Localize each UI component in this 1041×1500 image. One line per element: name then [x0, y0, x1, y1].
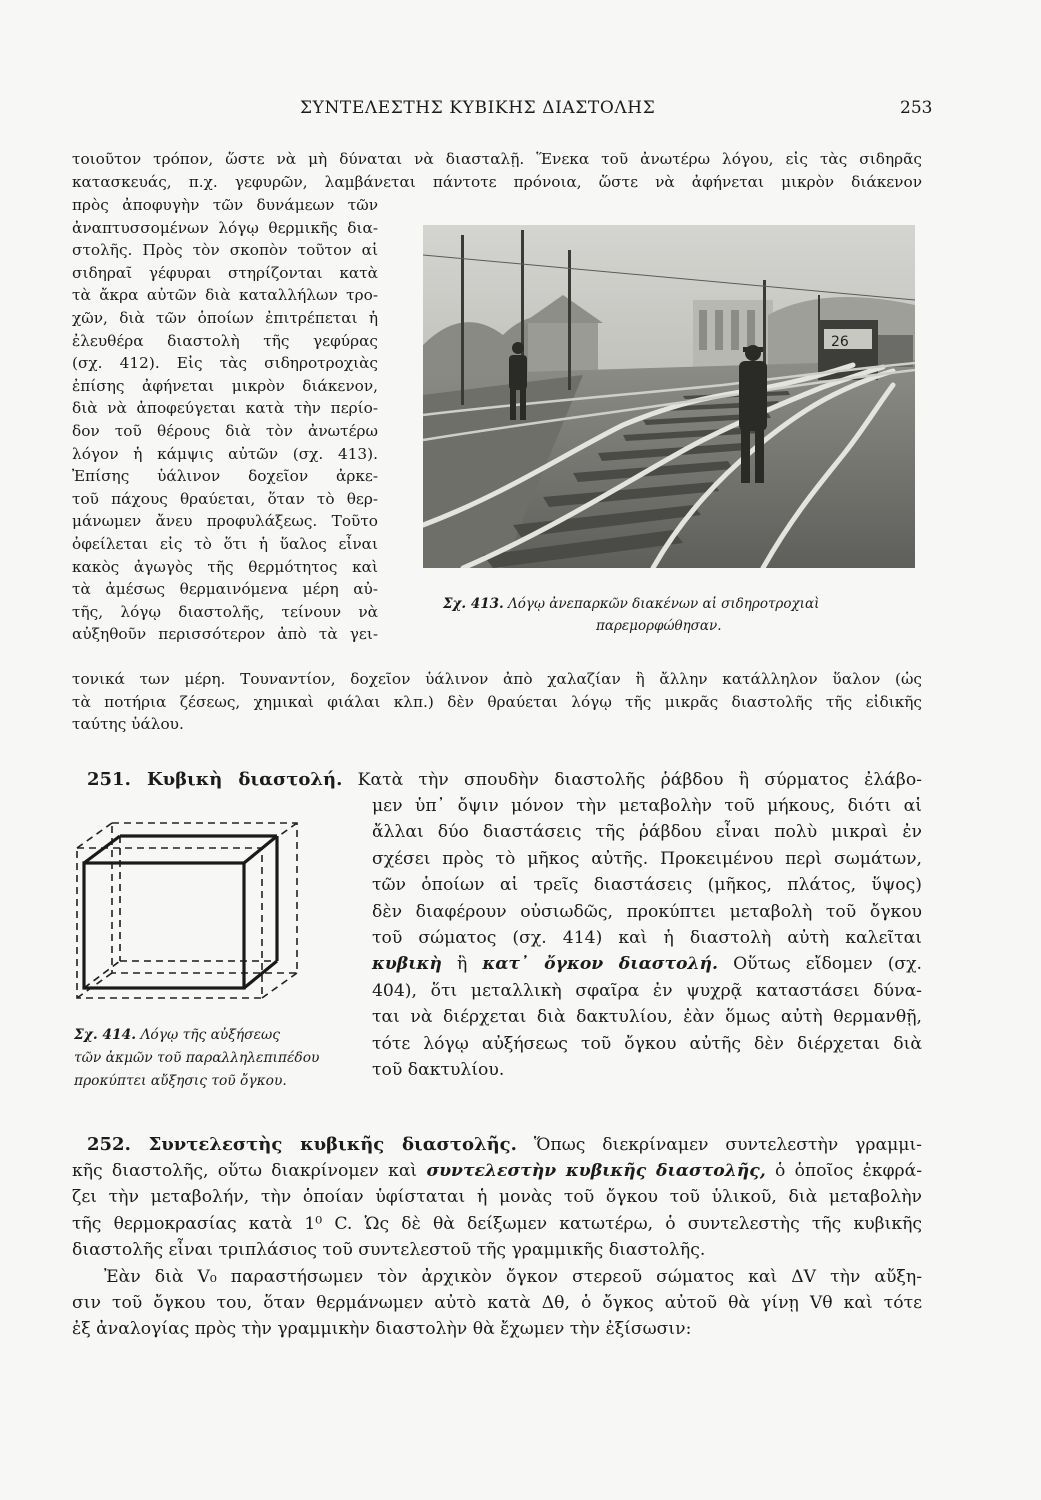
- section-252-first-line: [87, 1132, 922, 1158]
- text-line: λόγον ἡ κάμψις αὐτῶν (σχ. 413).: [72, 444, 378, 463]
- text-line: τῆς θερμοκρασίας κατὰ 1⁰ C. Ὡς δὲ θὰ δείξωμεν κατωτέρω, ὁ συντελεστὴς τῆς κυβικῆς: [72, 1213, 922, 1234]
- intro-full-lines: [72, 148, 922, 193]
- figure-413-label: Σχ. 413.: [443, 596, 504, 612]
- text-line: ταύτης ὑάλου.: [72, 715, 184, 734]
- figure-414-caption-line2: τῶν ἀκμῶν τοῦ παραλληλεπιπέδου: [74, 1050, 320, 1066]
- text-line: πρὸς ἀποφυγὴν τῶν δυνάμεων τῶν: [72, 196, 378, 214]
- figure-414-caption-line1: Λόγῳ τῆς αὐξήσεως: [140, 1027, 280, 1043]
- text-line: ἐξ ἀναλογίας πρὸς τὴν γραμμικὴν διαστολὴν θὰ ἔχωμεν τὴν ἐξίσωσιν:: [72, 1319, 692, 1340]
- text-line: μάνωμεν ἄνευ προφυλάξεως. Τοῦτο: [72, 512, 378, 531]
- text-fragment: Οὕτως εἴδομεν (σχ.: [733, 954, 923, 975]
- running-header: ΣΥΝΤΕΛΕΣΤΗΣ ΚΥΒΙΚΗΣ ΔΙΑΣΤΟΛΗΣ: [300, 98, 656, 118]
- page-number: 253: [900, 98, 933, 118]
- text-line: στολῆς. Πρὸς τὸν σκοπὸν τοῦτον αἱ: [72, 241, 378, 260]
- text-line: ἄλλαι δύο διαστάσεις τῆς ῥάβδου εἶναι πολὺ μικραὶ ἐν: [372, 822, 922, 843]
- text-line: τὰ ἀμέσως θερμαινόμενα μέρη αὐ-: [72, 580, 378, 599]
- figure-413-caption-cont: [596, 616, 722, 637]
- text-line: τονικά των μέρη. Τουναντίον, δοχεῖον ὑάλινον ἀπὸ χαλαζίαν ἢ ἄλλην κατάλληλον ὕαλον (ὡς: [72, 670, 922, 688]
- text-line: ζει τὴν μεταβολήν, τὴν ὁποίαν ὑφίσταται ἡ μονὰς τοῦ ὄγκου τοῦ ὑλικοῦ, διὰ μεταβολὴν: [72, 1187, 922, 1208]
- text-fragment: ὁ ὁποῖος ἐκφρά-: [774, 1161, 923, 1181]
- term-cubic: κυβικὴ: [372, 954, 442, 975]
- text-line: Ἐπίσης ὑάλινον δοχεῖον ἀρκε-: [72, 467, 378, 486]
- term-volume-expansion: κατ᾽ ὄγκον διαστολή.: [482, 954, 719, 975]
- text-line: διαστολῆς εἶναι τριπλάσιος τοῦ συντελεστοῦ τῆς γραμμικῆς διαστολῆς.: [72, 1240, 706, 1261]
- text-line: ὀφείλεται εἰς τὸ ὅτι ἡ ὕαλος εἶναι: [72, 534, 378, 553]
- text-line: τοῦ δακτυλίου.: [372, 1060, 505, 1081]
- text-line: κατασκευάς, π.χ. γεφυρῶν, λαμβάνεται πάντοτε πρόνοια, ὥστε νὰ ἀφήνεται μικρὸν διάκενον: [72, 172, 922, 191]
- section-251-heading: 251. Κυβικὴ διαστολή.: [87, 769, 343, 790]
- text-line: τὰ ἄκρα αὐτῶν διὰ καταλλήλων τρο-: [72, 286, 378, 305]
- text-line: τοῦ πάχους θραύεται, ὅταν τὸ θερ-: [72, 489, 378, 508]
- figure-413-photo: [423, 225, 915, 568]
- figure-414-caption-line3: προκύπτει αὔξησις τοῦ ὄγκου.: [74, 1073, 287, 1089]
- text-line: τῆς, λόγῳ διαστολῆς, τείνουν νὰ: [72, 602, 378, 621]
- text-line: χῶν, διὰ τῶν ὁποίων ἐπιτρέπεται ἡ: [72, 308, 378, 327]
- intro-narrow-column: [72, 194, 378, 646]
- text-line: Ἐὰν διὰ V₀ παραστήσωμεν τὸν ἀρχικὸν ὄγκον στερεοῦ σώματος καὶ ΔV τὴν αὔξη-: [104, 1266, 922, 1287]
- section-252-heading: 252. Συντελεστὴς κυβικῆς διαστολῆς.: [87, 1134, 517, 1155]
- figure-413-caption: [443, 594, 819, 615]
- section-252-body: [72, 1158, 922, 1343]
- text-line: ἐπίσης ἀφήνεται μικρὸν διάκενον,: [72, 376, 378, 395]
- text-line: μεν ὑπ᾽ ὄψιν μόνον τὴν μεταβολὴν τοῦ μήκους, διότι αἱ: [372, 796, 922, 816]
- text-line: σιδηραῖ γέφυραι στηρίζονται κατὰ: [72, 263, 378, 282]
- text-line: τοιοῦτον τρόπον, ὥστε νὰ μὴ δύναται νὰ διασταλῇ. Ἕνεκα τοῦ ἀνωτέρω λόγου, εἰς τὰς σιδηρᾶς: [72, 150, 922, 168]
- text-line: τοῦ σώματος (σχ. 414) καὶ ἡ διαστολὴ αὐτὴ καλεῖται: [372, 928, 922, 949]
- text-line: Ὅπως διεκρίναμεν συντελεστὴν γραμμι-: [533, 1135, 922, 1155]
- text-line: Κατὰ τὴν σπουδὴν διαστολῆς ῥάβδου ἢ σύρματος ἐλάβο-: [357, 770, 922, 790]
- text-fragment: ἢ: [456, 954, 468, 975]
- text-line: κακὸς ἀγωγὸς τῆς θερμότητος καὶ: [72, 557, 378, 576]
- text-line: τῶν ὁποίων αἱ τρεῖς διαστάσεις (μῆκος, πλάτος, ὕψος): [372, 875, 922, 896]
- intro-tail-lines: [72, 668, 922, 736]
- text-line: τὰ ποτήρια ζέσεως, χημικαὶ φιάλαι κλπ.) δὲν θραύεται λόγῳ τῆς μικρᾶς διαστολῆς τῆς εἰδικῆς: [72, 692, 922, 711]
- text-line: σιν τοῦ ὄγκου του, ὅταν θερμάνωμεν αὐτὸ κατὰ Δθ, ὁ ὄγκος αὐτοῦ θὰ γίνῃ Vθ καὶ τότε: [72, 1293, 922, 1314]
- section-251-body: [372, 793, 922, 1083]
- figure-413-caption-line1: Λόγῳ ἀνεπαρκῶν διακένων αἱ σιδηροτροχιαὶ: [508, 596, 820, 612]
- text-line: σχέσει πρὸς τὸ μῆκος αὐτῆς. Προκειμένου περὶ σωμάτων,: [372, 848, 922, 869]
- text-line: τότε λόγῳ αὐξήσεως τοῦ ὄγκου αὐτῆς δὲν διέρχεται διὰ: [372, 1033, 922, 1054]
- text-line: (σχ. 412). Εἰς τὰς σιδηροτροχιὰς: [72, 354, 378, 373]
- text-line: διὰ νὰ ἀποφεύγεται κατὰ τὴν περίο-: [72, 399, 378, 418]
- tram-number-sign: 26: [831, 334, 849, 350]
- figure-413-caption-line2: παρεμορφώθησαν.: [596, 618, 722, 634]
- text-line: αὐξηθοῦν περισσότερον ἀπὸ τὰ γει-: [72, 625, 378, 644]
- figure-414-caption: [74, 1024, 319, 1093]
- text-line: 404), ὅτι μεταλλικὴ σφαῖρα ἐν ψυχρᾷ καταστάσει δύνα-: [372, 980, 922, 1001]
- text-fragment: κῆς διαστολῆς, οὕτω διακρίνομεν καὶ: [72, 1161, 418, 1181]
- figure-414-diagram: [72, 818, 340, 1018]
- text-line: δον τοῦ θέρους διὰ τὸν ἀνωτέρω: [72, 421, 378, 440]
- section-251-first-line: [87, 767, 922, 793]
- term-cubic-coefficient: συντελεστὴν κυβικῆς διαστολῆς,: [426, 1161, 766, 1181]
- text-line: ἐλευθέρα διαστολὴ τῆς γεφύρας: [72, 331, 378, 350]
- text-line: ἀναπτυσσομένων λόγῳ θερμικῆς δια-: [72, 218, 378, 237]
- text-line: ται νὰ διέρχεται διὰ δακτυλίου, ἐὰν ὅμως αὐτὴ θερμανθῇ,: [372, 1007, 922, 1028]
- figure-414-label: Σχ. 414.: [74, 1027, 137, 1043]
- text-line: δὲν διαφέρουν οὐσιωδῶς, προκύπτει μεταβολὴ τοῦ ὄγκου: [372, 901, 922, 922]
